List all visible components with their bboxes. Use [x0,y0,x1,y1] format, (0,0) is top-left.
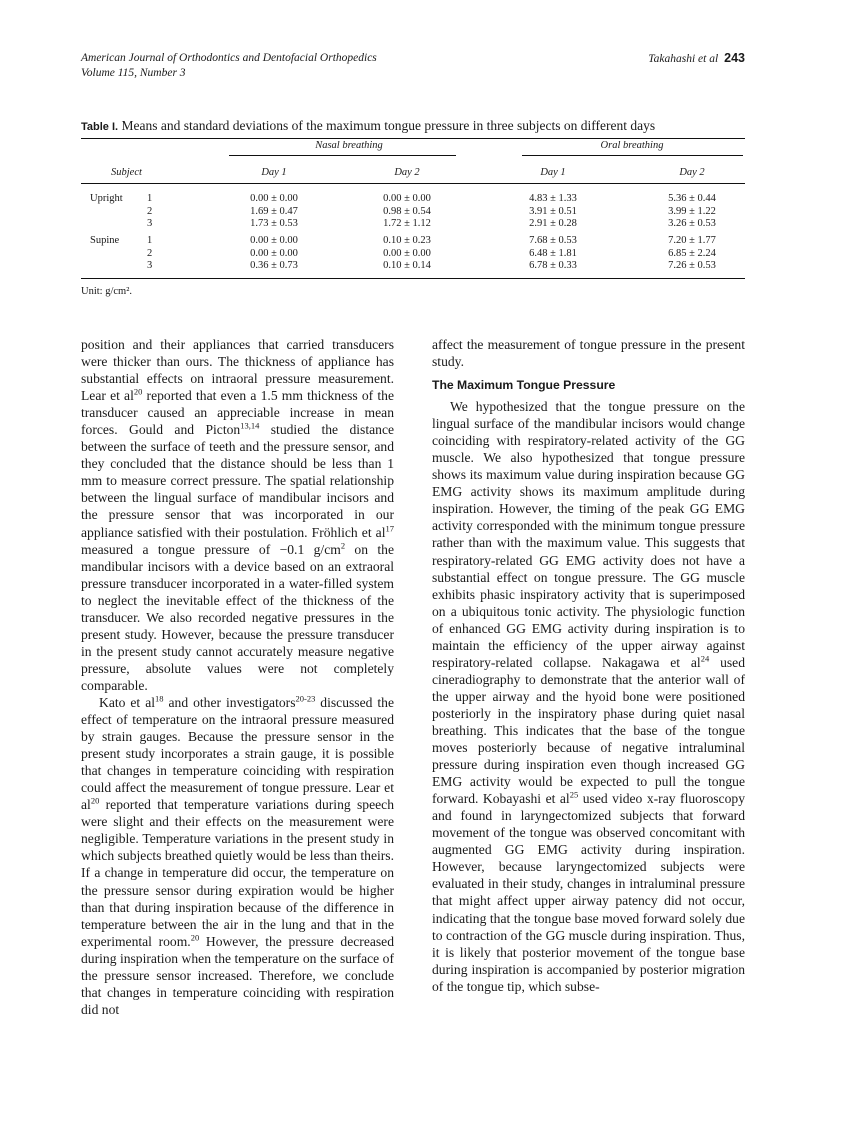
table-cell: 4.83 ± 1.33 [529,193,577,204]
table-header-rule [81,183,745,184]
citation-ref: 25 [569,789,579,800]
paragraph: Kato et $al^{18}$ and other investigators$^{20-23}$ discussed the effect of temperature on the intraoral pressure measured by strain gauges. Because the pressure sensor in the present study incorporates a strain gauge, it is possible that changes in temperature coinciding with respiration could affect the measurement of tongue pressure. Lear et $al^{20}$ reported that temperature variations during speech were slight and their effects on the measurement were negligible. Temperature variations in the present study in which subjects breathed quietly would be less than theirs. If a change in temperature did occur, the temperature on the pressure sensor during expiration would be higher than that during inspiration because of the difference in temperature between the air in the lung and that in the experimental room.$^{20}$ However, the pressure decreased during inspiration when the temperature on the surface of the pressure sensor increased. Therefore, we conclude that changes in temperature coinciding with respiration did not [81,693,395,1017]
data-table [81,0,745,300]
row-subject: 2 [147,247,153,259]
table-cell: 0.00 ± 0.00 [383,247,431,259]
table-cell: 7.26 ± 0.53 [668,260,716,272]
row-position-label: Supine [90,235,120,246]
table-cell: 0.00 ± 0.00 [250,247,298,259]
table-cell: 6.78 ± 0.33 [529,260,577,272]
table-caption-text: Means and standard deviations of the maximum tongue pressure in three subjects on different days [121,118,656,133]
citation-ref: 13,14 [240,420,260,431]
citation-ref: 20 [133,386,143,397]
running-author: Takahashi et al [648,53,719,65]
group-header-oral: Oral breathing [600,140,664,151]
row-subject: 3 [147,260,153,272]
col-header-subject: Subject [111,167,142,178]
row-position-label: Upright [90,193,123,204]
col-header-day: Day 2 [394,167,420,178]
table-cell: 7.20 ± 1.77 [668,235,716,246]
journal-volume: Volume 115, Number 3 [81,67,186,79]
left-column [81,336,394,1018]
table-cell: 0.00 ± 0.00 [250,235,298,246]
page-number: 243 [724,51,745,65]
right-column [432,336,745,995]
row-subject: 1 [147,193,153,204]
paragraph: We hypothesized that the tongue pressure on the lingual surface of the mandibular incisors would change coinciding with respiratory-related activity of the GG muscle. We also hypothesized that tongue pressure shows its maximum value during inspiration because GG EMG activity shows its maximum amplitude during inspiration. However, the timing of the peak GG EMG activity corresponded with the minimum tongue pressure rather than with the maximum value. This suggests that respiratory-related GG EMG activity does not have a substantial effect on tongue pressure. The GG muscle exhibits phasic inspiratory activity that is superimposed on a ubiquitous tonic activity. The physiologic function of enhanced GG EMG activity during inspiration is to maintain the efficiency of the upper airway against respiratory-related collapse. Nakagawa et $al^{24}$ used cineradiography to demonstrate that the anterior wall of the upper airway and the hyoid bone were positioned posteriorly in the inspiratory phase during quiet nasal breathing. This indicates that the base of the tongue moves posteriorly because of negative intraluminal pressure during inspiration even though increased GG EMG activity would be expected to pull the tongue forward. Kobayashi et $al^{25}$ used video x-ray fluoroscopy and found in laryngectomized subjects that forward movement of the tongue was observed concomitant with augmented GG EMG activity during inspiration. However, because laryngectomized subjects were evaluated in their study, changes in intraluminal pressure that might affect upper airway patency did not occur, indicating that the tongue base moved forward solely due to contraction of the GG muscle during inspiration. Thus, it is likely that posterior movement of the tongue base during inspiration is accompanied by posterior migration of the tongue tip, which subse- [432,399,745,994]
table-cell: 1.73 ± 0.53 [250,218,298,230]
table-cell: 6.85 ± 2.24 [668,247,716,259]
citation-ref: 18 [155,693,164,704]
table-cell: 0.00 ± 0.00 [250,193,298,204]
table-unit-note: Unit: g/cm². [81,286,132,297]
table-bottom-rule [81,278,745,279]
row-subject: 3 [147,218,153,230]
table-cell: 2.91 ± 0.28 [529,218,577,230]
row-subject: 2 [147,205,153,217]
paragraph: affect the measurement of tongue pressure in the present study. [432,337,745,370]
table-cell: 0.00 ± 0.00 [383,193,431,204]
table-cell: 6.48 ± 1.81 [529,247,577,259]
table-cell: 0.10 ± 0.23 [383,235,431,246]
citation-ref: 20 [90,795,100,806]
table-top-rule [81,138,745,139]
group-rule-oral [522,155,743,156]
table-cell: 0.36 ± 0.73 [250,260,298,272]
col-header-day: Day 1 [540,167,566,178]
group-rule-nasal [229,155,456,156]
section-heading: The Maximum Tongue Pressure [432,378,616,393]
paragraph: position and their appliances that carried transducers were thicker than ours. The thickness of appliance has substantial effects on intraoral pressure measurement. Lear et $al^{20}$ reported that even a 1.5 mm thickness of the transducer caused an appreciable increase in mean forces. Gould and Picton$^{13,14}$ studied the distance between the surface of teeth and the pressure sensor, and they concluded that the distance should be less than 1 mm to measure correct pressure. The spatial relationship between the lingual surface of mandibular incisors and the pressure sensor that was incorporated in our appliance satisfied with their postulation. Fröhlich et $al^{17}$ measured a tongue pressure of −0.1 $g/cm^2$ on the mandibular incisors with a device based on an extraoral pressure transducer incorporated in a water-filled system to neglect the inevitable effect of the thickness of the transducer. We also recorded negative pressures in the present study. However, because the pressure transducer in the present study cannot accurately measure negative pressure, absolute values were not completely comparable. [81,337,395,693]
table-cell: 7.68 ± 0.53 [529,235,577,246]
citation-ref: 20-23 [295,693,316,704]
citation-ref: 24 [700,653,710,664]
col-header-day: Day 2 [679,167,705,178]
journal-title: American Journal of Orthodontics and Dentofacial Orthopedics [81,52,377,64]
table-cell: 1.69 ± 0.47 [250,205,298,217]
table-cell: 3.91 ± 0.51 [529,205,577,217]
unit-exponent: 2 [340,540,346,551]
table-cell: 3.26 ± 0.53 [668,218,716,230]
table-cell: 5.36 ± 0.44 [668,193,716,204]
citation-ref: 20 [190,932,200,943]
table-cell: 3.99 ± 1.22 [668,205,716,217]
table-cell: 0.98 ± 0.54 [383,205,431,217]
table-cell: 0.10 ± 0.14 [383,260,431,272]
table-cell: 1.72 ± 1.12 [383,218,431,230]
citation-ref: 17 [385,522,394,533]
col-header-day: Day 1 [261,167,287,178]
table-label: Table I. [81,121,119,133]
row-subject: 1 [147,235,153,246]
group-header-nasal: Nasal breathing [315,140,383,151]
